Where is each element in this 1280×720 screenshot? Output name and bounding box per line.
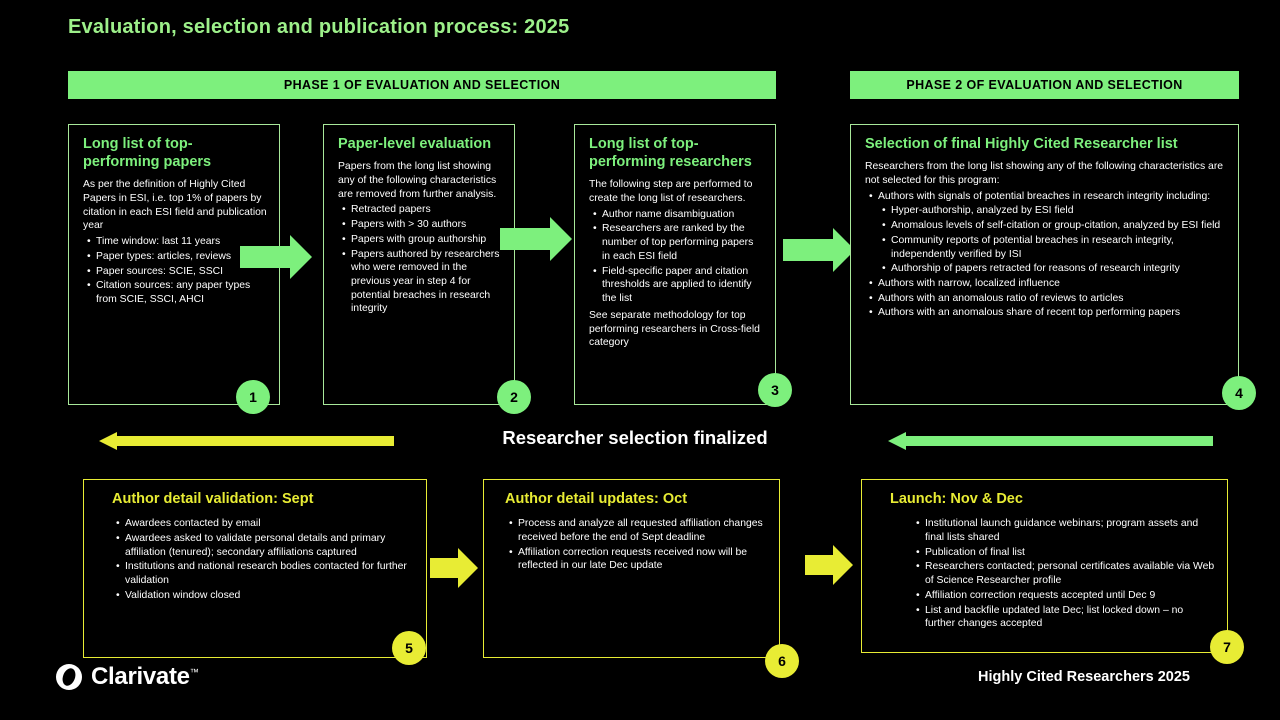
list-item: • Hyper-authorship, analyzed by ESI field — [891, 204, 1226, 218]
step-4-body — [865, 160, 1226, 320]
step-badge-6: 6 — [765, 644, 799, 678]
list-item-text: Authors with signals of potential breaches in research integrity including: — [878, 190, 1211, 202]
list-item: • Authors with narrow, localized influence — [878, 277, 1226, 291]
step-7-body — [912, 517, 1215, 631]
list-item: • Anomalous levels of self-citation or group-citation, analyzed by ESI field — [891, 219, 1226, 233]
clarivate-logo-text — [91, 663, 198, 691]
list-item: • Affiliation correction requests received now will be reflected in our late Dec update — [518, 546, 767, 573]
step-4-intro: Researchers from the long list showing any of the following characteristics are not selected for this program: — [865, 161, 1224, 186]
return-arrow-phase2-to-phase1 — [888, 432, 1213, 450]
step-4-sub-bullets — [878, 204, 1226, 276]
list-item: • Paper types: articles, reviews — [96, 250, 267, 264]
clarivate-logo-icon — [56, 664, 82, 690]
flow-arrow-1-to-2 — [240, 235, 312, 279]
list-item: • Field-specific paper and citation thresholds are applied to identify the list — [602, 265, 763, 306]
list-item: • Citation sources: any paper types from SCIE, SSCI, AHCI — [96, 279, 267, 306]
step-5-bullets — [112, 517, 414, 602]
list-item: • Affiliation correction requests accepted until Dec 9 — [925, 589, 1215, 603]
step-card-6[interactable] — [483, 479, 780, 658]
step-2-body — [338, 160, 502, 316]
step-6-title: Author detail updates: Oct — [505, 491, 688, 507]
step-7-bullets — [912, 517, 1215, 631]
step-badge-1: 1 — [236, 380, 270, 414]
list-item: • Awardees contacted by email — [125, 517, 414, 531]
list-item: • Awardees asked to validate personal details and primary affiliation (tenured); secondary affiliations captured — [125, 532, 414, 559]
step-4-bullets — [865, 190, 1226, 321]
footer-label: Highly Cited Researchers 2025 — [978, 669, 1190, 685]
flow-arrow-3-to-4 — [783, 228, 855, 272]
list-item: • Researchers are ranked by the number of top performing papers in each ESI field — [602, 222, 763, 263]
step-4-title: Selection of final Highly Cited Researcher list — [865, 136, 1178, 152]
phase-1-banner: PHASE 1 OF EVALUATION AND SELECTION — [68, 71, 776, 99]
return-arrow-to-step-5 — [99, 432, 394, 450]
step-5-body — [112, 517, 414, 602]
step-badge-7: 7 — [1210, 630, 1244, 664]
step-3-body — [589, 178, 763, 350]
list-item: • Publication of final list — [925, 546, 1215, 560]
step-2-bullets — [338, 203, 502, 316]
step-5-title: Author detail validation: Sept — [112, 491, 314, 507]
list-item: • Retracted papers — [351, 203, 502, 217]
step-card-5[interactable] — [83, 479, 427, 658]
list-item: • Authors with an anomalous share of recent top performing papers — [878, 306, 1226, 320]
step-card-7[interactable] — [861, 479, 1228, 653]
list-item — [878, 190, 1226, 276]
list-item: • Authors with an anomalous ratio of reviews to articles — [878, 292, 1226, 306]
list-item: • Paper sources: SCIE, SSCI — [96, 265, 267, 279]
flow-arrow-5-to-6 — [430, 548, 478, 588]
list-item: • Papers authored by researchers who were removed in the previous year in step 4 for potential breaches in research integrity — [351, 248, 502, 317]
step-card-3[interactable] — [574, 124, 776, 405]
flow-arrow-2-to-3 — [500, 217, 572, 261]
step-3-title: Long list of top-performing researchers — [589, 136, 752, 171]
step-badge-4: 4 — [1222, 376, 1256, 410]
step-card-4[interactable] — [850, 124, 1239, 405]
list-item: • Institutional launch guidance webinars; program assets and final lists shared — [925, 517, 1215, 544]
list-item: • Researchers contacted; personal certificates available via Web of Science Researcher profile — [925, 560, 1215, 587]
step-2-title: Paper-level evaluation — [338, 136, 492, 152]
list-item: • Papers with > 30 authors — [351, 218, 502, 232]
step-3-intro: The following step are performed to create the long list of researchers. — [589, 179, 753, 204]
step-card-2[interactable] — [323, 124, 515, 405]
researcher-selection-finalized-caption: Researcher selection finalized — [502, 427, 768, 448]
step-7-title: Launch: Nov & Dec — [890, 491, 1023, 507]
step-2-intro: Papers from the long list showing any of the following characteristics are removed from further analysis. — [338, 161, 497, 200]
list-item: • Process and analyze all requested affiliation changes received before the end of Sept deadline — [518, 517, 767, 544]
clarivate-logo — [56, 663, 198, 691]
step-6-bullets — [505, 517, 767, 573]
step-3-outro: See separate methodology for top performing researchers in Cross-field category — [589, 309, 760, 349]
list-item: • List and backfile updated late Dec; list locked down – no further changes accepted — [925, 604, 1215, 631]
phase-2-banner: PHASE 2 OF EVALUATION AND SELECTION — [850, 71, 1239, 99]
list-item: • Institutions and national research bodies contacted for further validation — [125, 560, 414, 587]
flow-arrow-6-to-7 — [805, 545, 853, 585]
logo-word: Clarivate — [91, 663, 190, 690]
list-item: • Community reports of potential breaches in research integrity, independently verified by ISI — [891, 234, 1226, 261]
step-badge-3: 3 — [758, 373, 792, 407]
list-item: • Validation window closed — [125, 589, 414, 603]
page-title: Evaluation, selection and publication process: 2025 — [68, 16, 570, 38]
list-item: • Author name disambiguation — [602, 208, 763, 222]
list-item: • Papers with group authorship — [351, 233, 502, 247]
step-6-body — [505, 517, 767, 573]
step-badge-5: 5 — [392, 631, 426, 665]
step-1-intro: As per the definition of Highly Cited Papers in ESI, i.e. top 1% of papers by citation in each ESI field and publication year — [83, 179, 267, 232]
list-item: • Authorship of papers retracted for reasons of research integrity — [891, 262, 1226, 276]
trademark-symbol: ™ — [189, 667, 199, 677]
list-item: • Time window: last 11 years — [96, 235, 267, 249]
step-badge-2: 2 — [497, 380, 531, 414]
step-1-title: Long list of top-performing papers — [83, 136, 212, 171]
step-3-bullets — [589, 208, 763, 306]
